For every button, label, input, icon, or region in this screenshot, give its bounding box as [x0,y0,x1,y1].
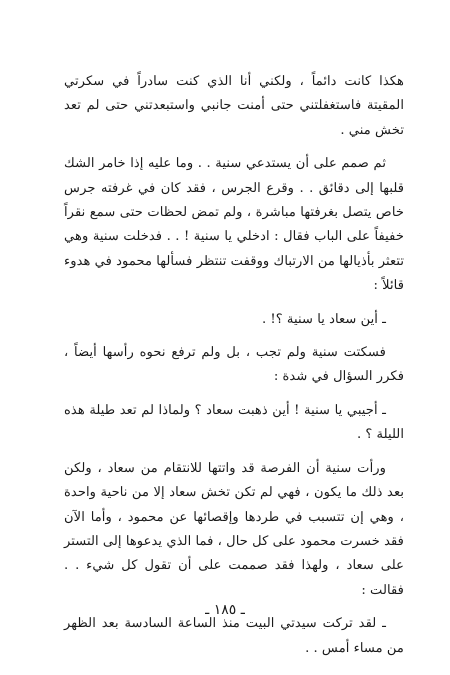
book-page-body [64,70,404,661]
dialogue-line-2: ـ أجيبي يا سنية ! أين ذهبت سعاد ؟ ولماذا لم تعد طيلة هذه الليلة ؟ . [64,402,404,443]
paragraph-3: فسكتت سنية ولم تجب ، بل ولم ترفع نحوه رأسها أيضاً ، فكرر السؤال في شدة : [64,345,404,385]
paragraph-1: هكذا كانت دائماً ، ولكني أنا الذي كنت سادراً في سكرتي المقيتة فاستغفلتني حتى أمنت جانبي واستبعدتني حتى لم تعد تخش مني . [64,74,404,138]
paragraph-2: ثم صمم على أن يستدعي سنية . . وما عليه إذا خامر الشك قلبها إلى دقائق . . وقرع الجرس ، فقد كان في غرفته جرس خاص يتصل بغرفتها مباشرة ، ولم تمض لحظات حتى سمع نقراً خفيفاً على الباب فقال : ادخلي يا سنية ! . . فدخلت سنية وهي تتعثر بأذيالها من الارتباك ووقفت تنتظر فسألها محمود في هدوء قائلاً : [64,156,404,294]
paragraph-4: ورأت سنية أن الفرصة قد واتتها للانتقام من سعاد ، ولكن بعد ذلك ما يكون ، فهي لم تكن تخش سعاد إلا من ناحية واحدة ، وهي إن تتسبب في طردها وإقصائها عن محمود ، وأما الآن فقد خسرت محمود على كل حال ، فما الذي يدعوها إلى التستر على سعاد ، ولهذا فقد صممت على أن تقول كل شيء . . فقالت : [64,460,404,598]
page-number: ـ ١٨٥ ـ [205,602,245,618]
dialogue-line-3: ـ لقد تركت سيدتي البيت منذ الساعة السادسة بعد الظهر من مساء أمس . . [64,616,404,656]
dialogue-line-1: ـ أين سعاد يا سنية ؟! . [262,311,386,327]
